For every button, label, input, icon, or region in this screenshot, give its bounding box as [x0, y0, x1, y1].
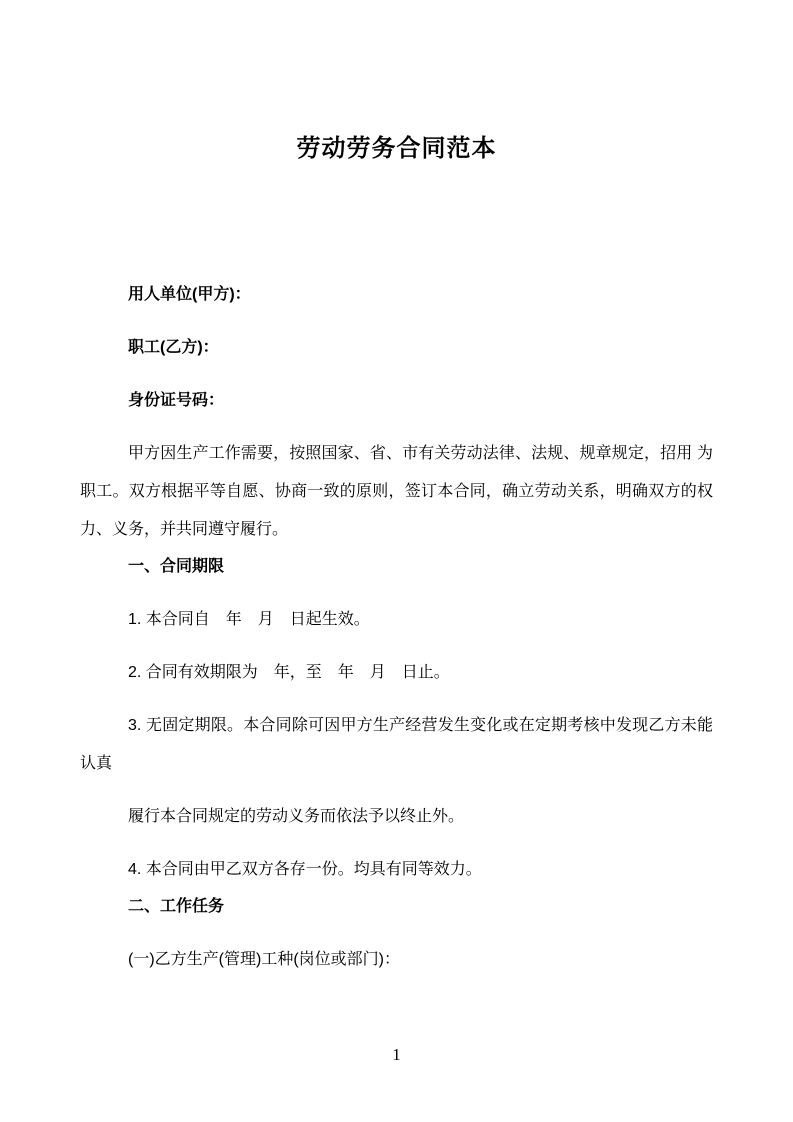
section-1-heading: 一、合同期限: [128, 558, 225, 575]
id-number-label: 身份证号码：: [128, 392, 225, 409]
document-title: 劳动劳务合同范本: [296, 135, 497, 162]
clause-4-copies: 4. 本合同由甲乙双方各存一份。均具有同等效力。: [128, 861, 482, 878]
section-2-heading: 二、工作任务: [128, 898, 225, 915]
clause-1-effective-date: 1. 本合同自 年 月 日起生效。: [128, 611, 370, 628]
party-b-label: 职工(乙方)：: [128, 339, 219, 356]
section-2-item-1: (一)乙方生产(管理)工种(岗位或部门)：: [128, 951, 400, 968]
page-number: 1: [392, 1045, 401, 1064]
clause-3-no-fixed-term: 3. 无固定期限。本合同除可因甲方生产经营发生变化或在定期考核中发现乙方未能认真: [80, 717, 713, 772]
party-a-label: 用人单位(甲方)：: [128, 286, 251, 303]
intro-paragraph: 甲方因生产工作需要，按照国家、省、市有关劳动法律、法规、规章规定，招用 为职工。双方根据平等自愿、协商一致的原则，签订本合同，确立劳动关系，明确双方的权力、义务，并共同遵守履行。: [80, 445, 713, 538]
clause-2-valid-period: 2. 合同有效期限为 年，至 年 月 日止。: [128, 664, 450, 681]
clause-3-continuation: 履行本合同规定的劳动义务而依法予以终止外。: [128, 808, 465, 825]
